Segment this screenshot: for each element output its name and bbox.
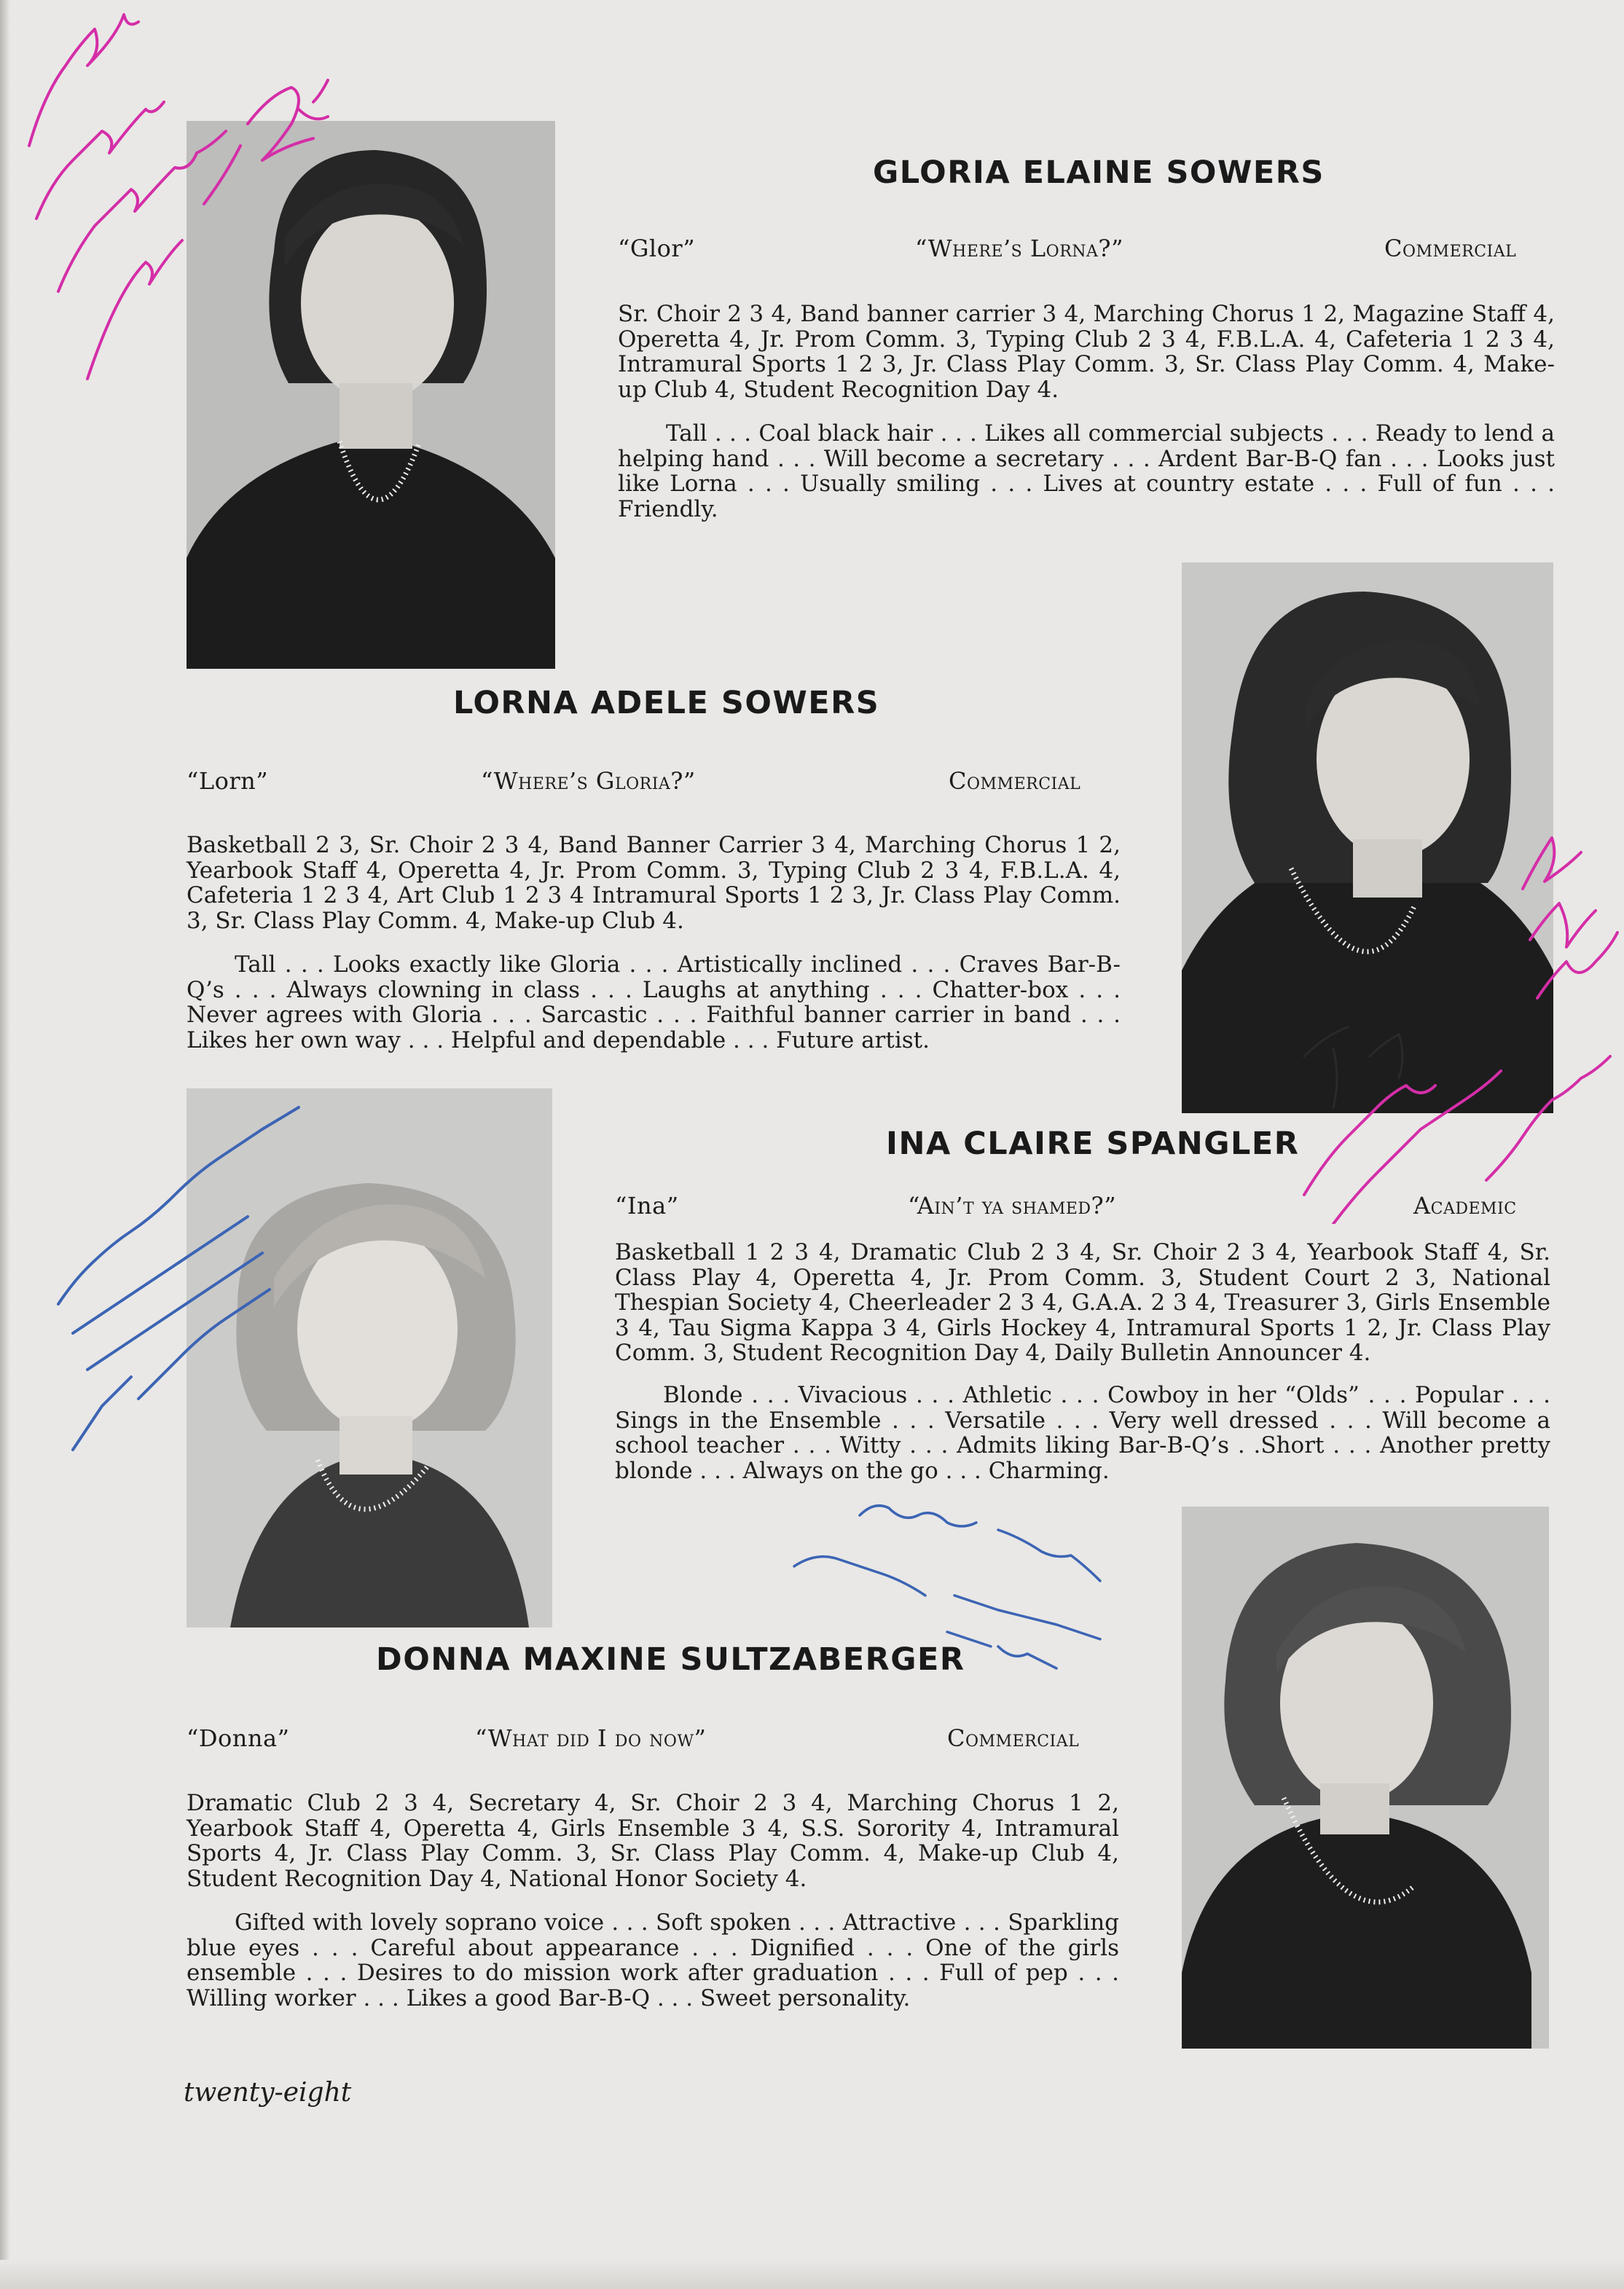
page-binding-edge	[0, 0, 10, 2289]
description-lorna: Tall . . . Looks exactly like Gloria . . . Artistically inclined . . . Craves Bar-B-Q’s . . . Always clowning in class . . . Laughs at anything . . . Chatter-box . . . Never agrees with Gloria . . . Sarcastic . . . Faithful banner carrier in band . . . Likes her own way . . . Helpful and dependable . . . Future artist.	[187, 951, 1121, 1053]
course-gloria: Commercial	[1384, 235, 1517, 262]
nickname-donna: “Donna”	[187, 1724, 290, 1752]
student-name-ina: INA CLAIRE SPANGLER	[886, 1126, 1300, 1162]
quote-ina: “Ain’t ya shamed?”	[908, 1192, 1117, 1220]
quote-lorna: “Where’s Gloria?”	[481, 767, 696, 795]
page-bottom-edge	[0, 2260, 1624, 2289]
nickname-lorna: “Lorn”	[187, 767, 269, 795]
portrait-photo-ina	[187, 1088, 552, 1628]
activities-lorna: Basketball 2 3, Sr. Choir 2 3 4, Band Banner Carrier 3 4, Marching Chorus 1 2, Yearbook Staff 4, Operetta 4, Jr. Prom Comm. 3, Typing Club 2 3 4, F.B.L.A. 4, Cafeteria 1 2 3 4, Art Club 1 2 3 4 Intramural Sports 1 2 3, Jr. Class Play Comm. 3, Sr. Class Play Comm. 4, Make-up Club 4.	[187, 832, 1121, 934]
portrait-photo-donna	[1182, 1507, 1549, 2049]
description-gloria: Tall . . . Coal black hair . . . Likes all commercial subjects . . . Ready to lend a helping hand . . . Will become a secretary . . . Ardent Bar-B-Q fan . . . Looks just like Lorna . . . Usually smiling . . . Lives at country estate . . . Full of fun . . . Friendly.	[618, 420, 1555, 522]
quote-gloria: “Where’s Lorna?”	[915, 235, 1123, 262]
student-name-lorna: LORNA ADELE SOWERS	[453, 685, 880, 721]
portrait-photo-lorna	[1182, 562, 1553, 1113]
activities-gloria: Sr. Choir 2 3 4, Band banner carrier 3 4, Marching Chorus 1 2, Magazine Staff 4, Operetta 4, Jr. Prom Comm. 3, Typing Club 2 3 4, F.B.L.A. 4, Cafeteria 1 2 3 4, Intramural Sports 1 2 3, Jr. Class Play Comm. 3, Sr. Class Play Comm. 4, Make-up Club 4, Student Recognition Day 4.	[618, 301, 1555, 403]
activities-donna: Dramatic Club 2 3 4, Secretary 4, Sr. Choir 2 3 4, Marching Chorus 1 2, Yearbook Staff 4, Operetta 4, Girls Ensemble 3 4, S.S. Sorority 4, Intramural Sports 4, Jr. Class Play Comm. 3, Sr. Class Play Comm. 4, Make-up Club 4, Student Recognition Day 4, National Honor Society 4.	[187, 1790, 1119, 1892]
course-ina: Academic	[1413, 1192, 1517, 1220]
description-donna: Gifted with lovely soprano voice . . . Soft spoken . . . Attractive . . . Sparkling blue eyes . . . Careful about appearance . . . Dignified . . . One of the girls ensemble . . . Desires to do mission work after graduation . . . Full of pep . . . Willing worker . . . Likes a good Bar-B-Q . . . Sweet personality.	[187, 1909, 1119, 2011]
activities-ina: Basketball 1 2 3 4, Dramatic Club 2 3 4, Sr. Choir 2 3 4, Yearbook Staff 4, Sr. Class Play 4, Operetta 4, Jr. Prom Comm. 3, Student Court 2 3, National Thespian Society 4, Cheerleader 2 3 4, G.A.A. 2 3 4, Treasurer 3, Girls Ensemble 3 4, Tau Sigma Kappa 3 4, Girls Hockey 4, Intramural Sports 1 2, Jr. Class Play Comm. 3, Student Recognition Day 4, Daily Bulletin Announcer 4.	[615, 1239, 1550, 1366]
description-ina: Blonde . . . Vivacious . . . Athletic . . . Cowboy in her “Olds” . . . Popular . . . Sings in the Ensemble . . . Versatile . . . Very well dressed . . . Will become a school teacher . . . Witty . . . Admits liking Bar-B-Q’s . .Short . . . Another pretty blonde . . . Always on the go . . . Charming.	[615, 1382, 1550, 1484]
nickname-gloria: “Glor”	[618, 235, 696, 262]
course-lorna: Commercial	[949, 767, 1081, 795]
quote-donna: “What did I do now”	[475, 1724, 707, 1752]
page-number: twenty-eight	[184, 2078, 352, 2108]
nickname-ina: “Ina”	[615, 1192, 679, 1220]
portrait-photo-gloria	[187, 121, 555, 669]
student-name-gloria: GLORIA ELAINE SOWERS	[873, 154, 1325, 191]
student-name-donna: DONNA MAXINE SULTZABERGER	[376, 1641, 965, 1678]
course-donna: Commercial	[947, 1724, 1080, 1752]
